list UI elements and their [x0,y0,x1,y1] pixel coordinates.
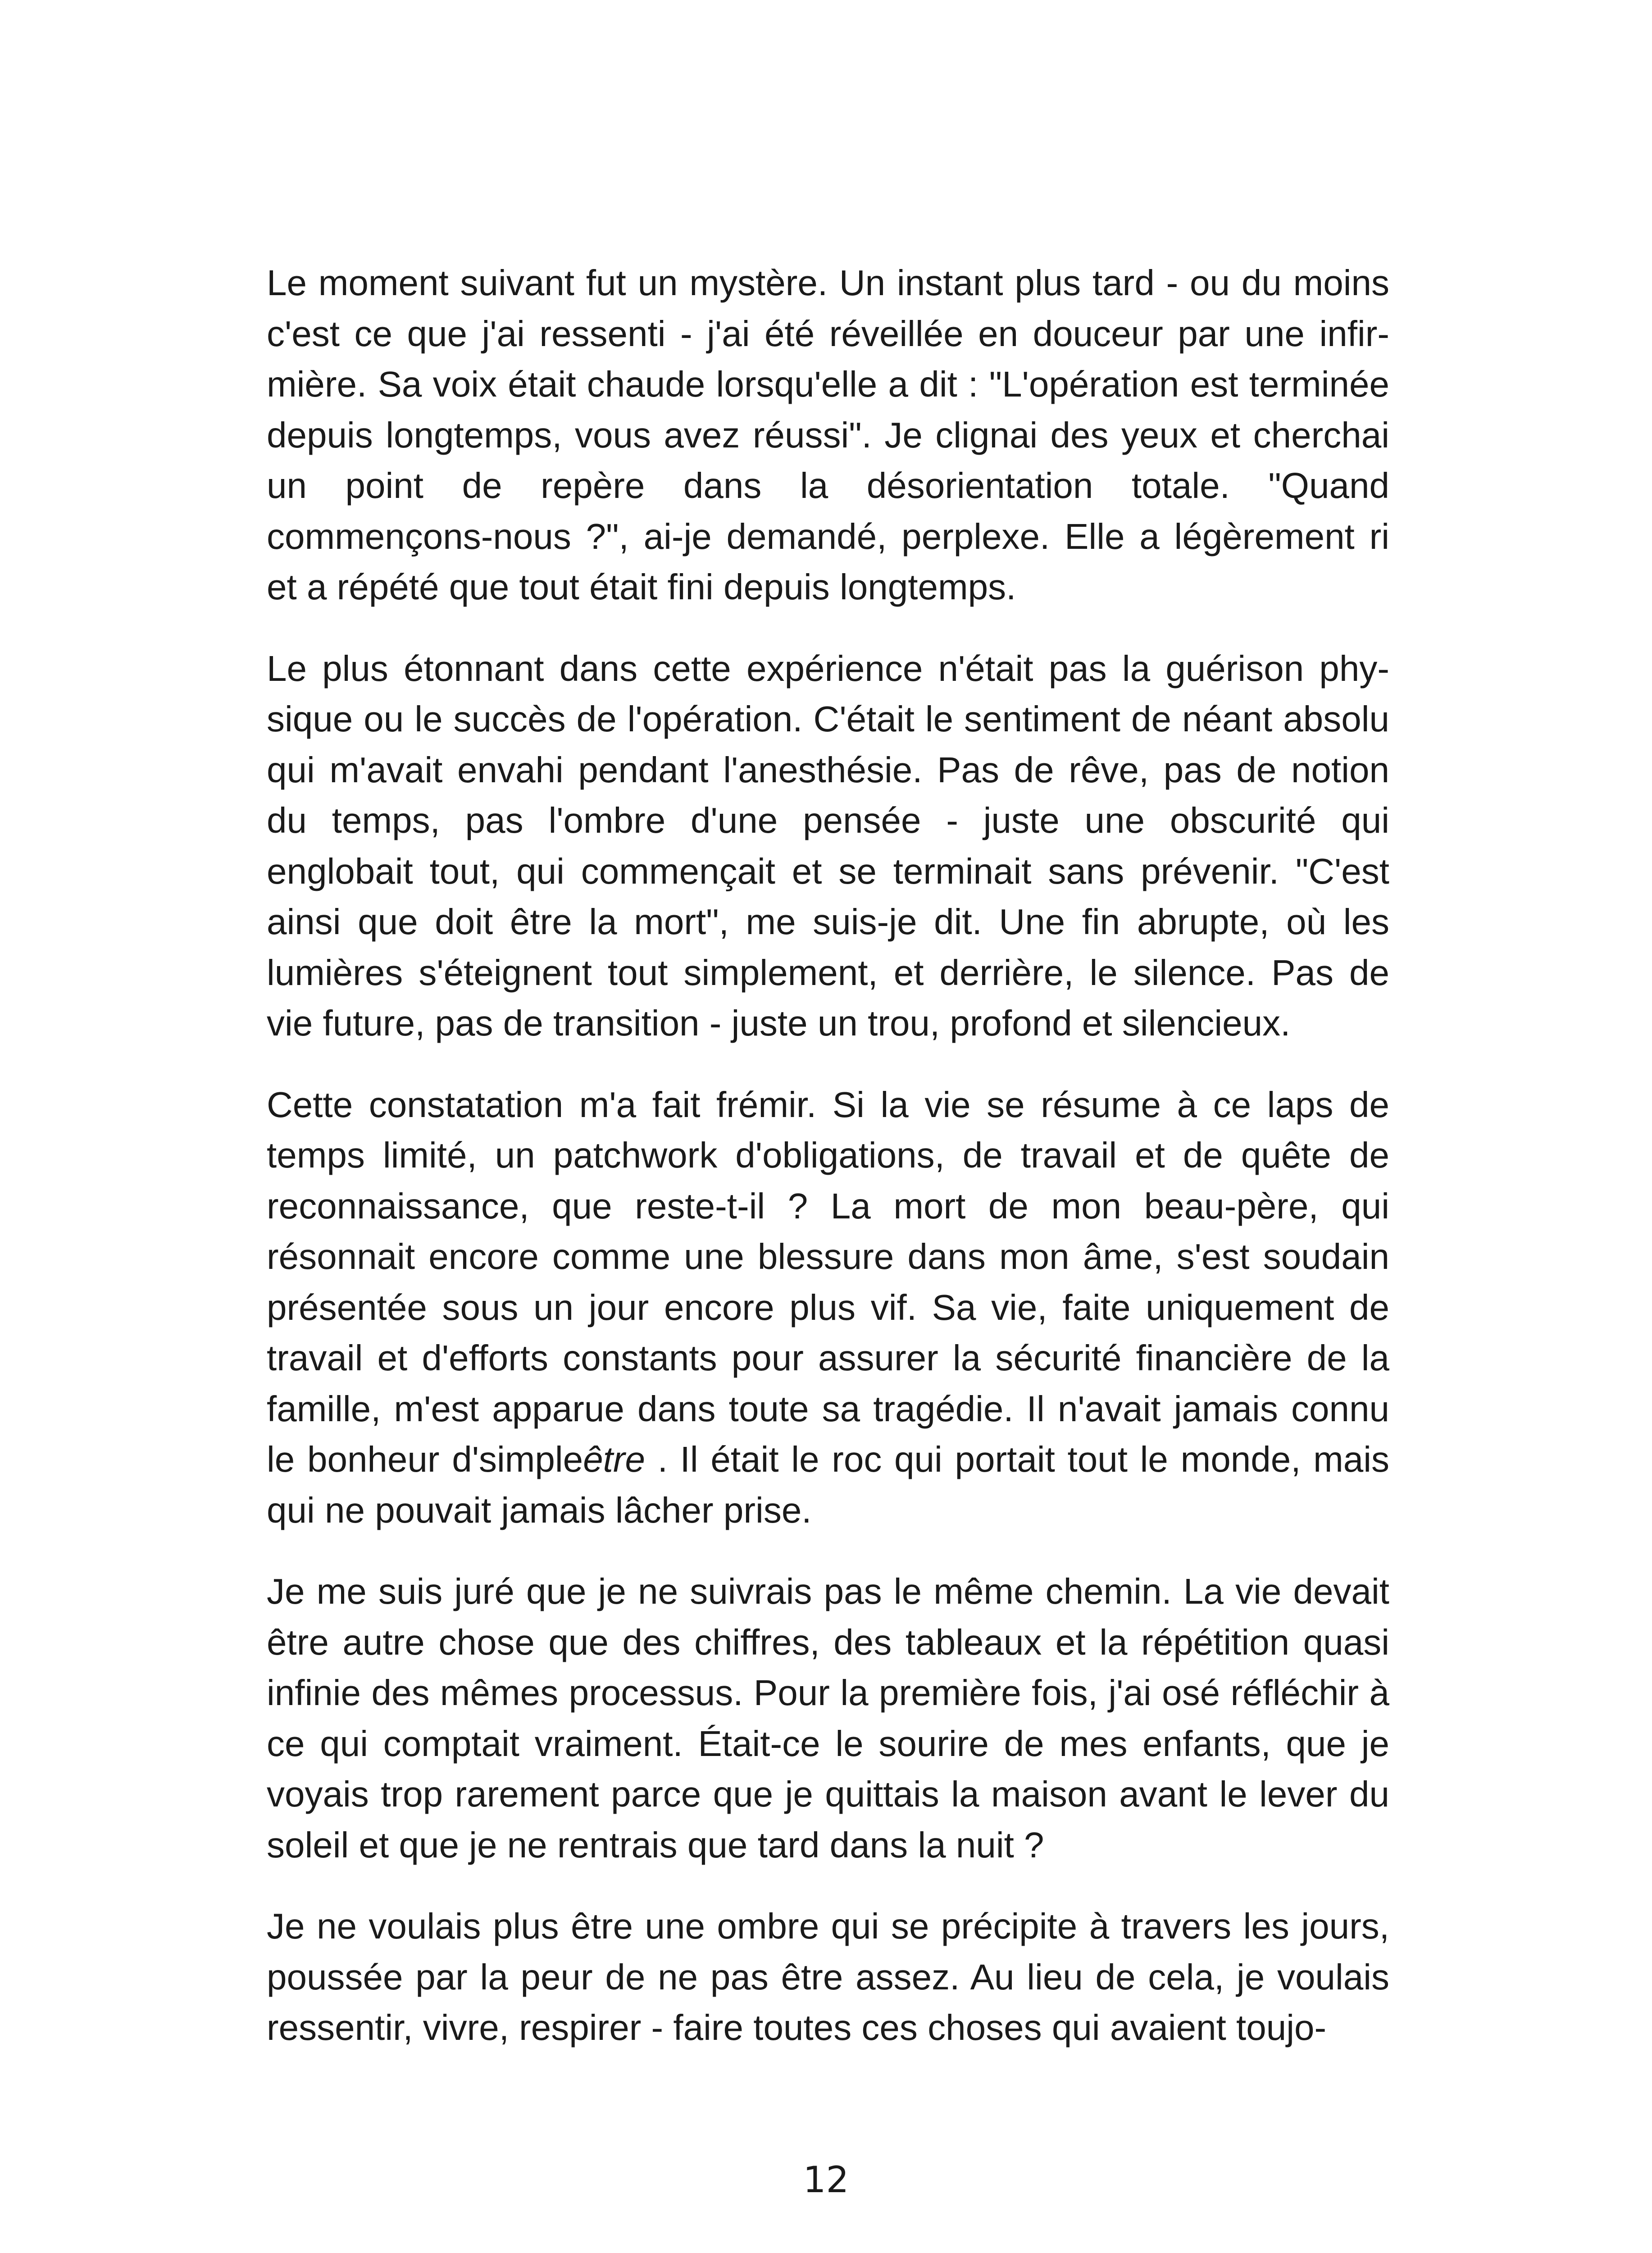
paragraph-4-text: Je me suis juré que je ne suivrais pas le même chemin. La vie devait être autre chose que des chiffres, des tableaux et la répétition quasi infinie des mêmes processus. Pour la première fois, j'ai osé réfléchir à ce qui comptait vraiment. Était-ce le sourire de mes enfants, que je voyais trop rarement parce que je quittais la maison avant le lever du soleil et que je ne rentrais que tard dans la nuit ? [267,1571,1389,1865]
paragraph-4 [267,1566,1389,1870]
paragraph-1 [267,258,1389,613]
paragraph-5 [267,1901,1389,2053]
paragraph-5-text: Je ne voulais plus être une ombre qui se précipite à travers les jours, poussée par la peur de ne pas être assez. Au lieu de cela, je voulais ressentir, vivre, respirer - faire toutes ces choses qui avaient toujo- [267,1906,1389,2048]
body-text [267,258,1389,2053]
paragraph-2-text: Le plus étonnant dans cette expérience n'était pas la guérison physique ou le succès de l'opération. C'était le sentiment de néant absolu qui m'avait envahi pendant l'anesthésie. Pas de rêve, pas de notion du temps, pas l'ombre d'une pensée - juste une obscurité qui englobait tout, qui commençait et se terminait sans prévenir. "C'est ainsi que doit être la mort", me suis-je dit. Une fin abrupte, où les lumières s'éteignent tout simplement, et derrière, le silence. Pas de vie future, pas de transition - juste un trou, profond et silencieux. [267,648,1389,1043]
paragraph-3 [267,1080,1389,1536]
paragraph-3-emphasis: être [583,1439,646,1479]
paragraph-2 [267,643,1389,1049]
paragraph-3-text-after: . Il était le roc qui portait tout le monde, mais qui ne pouvait jamais lâcher prise. [267,1439,1390,1530]
paragraph-1-text: Le moment suivant fut un mystère. Un instant plus tard - ou du moins c'est ce que j'ai ressenti - j'ai été réveillée en douceur par une infirmière. Sa voix était chaude lorsqu'elle a dit : "L'opération est terminée depuis longtemps, vous avez réussi". Je clignai des yeux et cherchai un point de repère dans la désorientation totale. "Quand commençons-nous ?", ai-je demandé, perplexe. Elle a légèrement ri et a répété que tout était fini depuis longtemps. [267,263,1389,607]
paragraph-3-text: Cette constatation m'a fait frémir. Si la vie se résume à ce laps de temps limité, un patchwork d'obligations, de travail et de quête de reconnaissance, que reste-t-il ? La mort de mon beau-père, qui résonnait encore comme une blessure dans mon âme, s'est soudain présentée sous un jour encore plus vif. Sa vie, faite uniquement de travail et d'efforts constants pour assurer la sécurité financière de la famille, m'est apparue dans toute sa tragédie. Il n'avait jamais connu le bonheur d'simple [267,1084,1389,1479]
page-number: 12 [803,2159,849,2201]
